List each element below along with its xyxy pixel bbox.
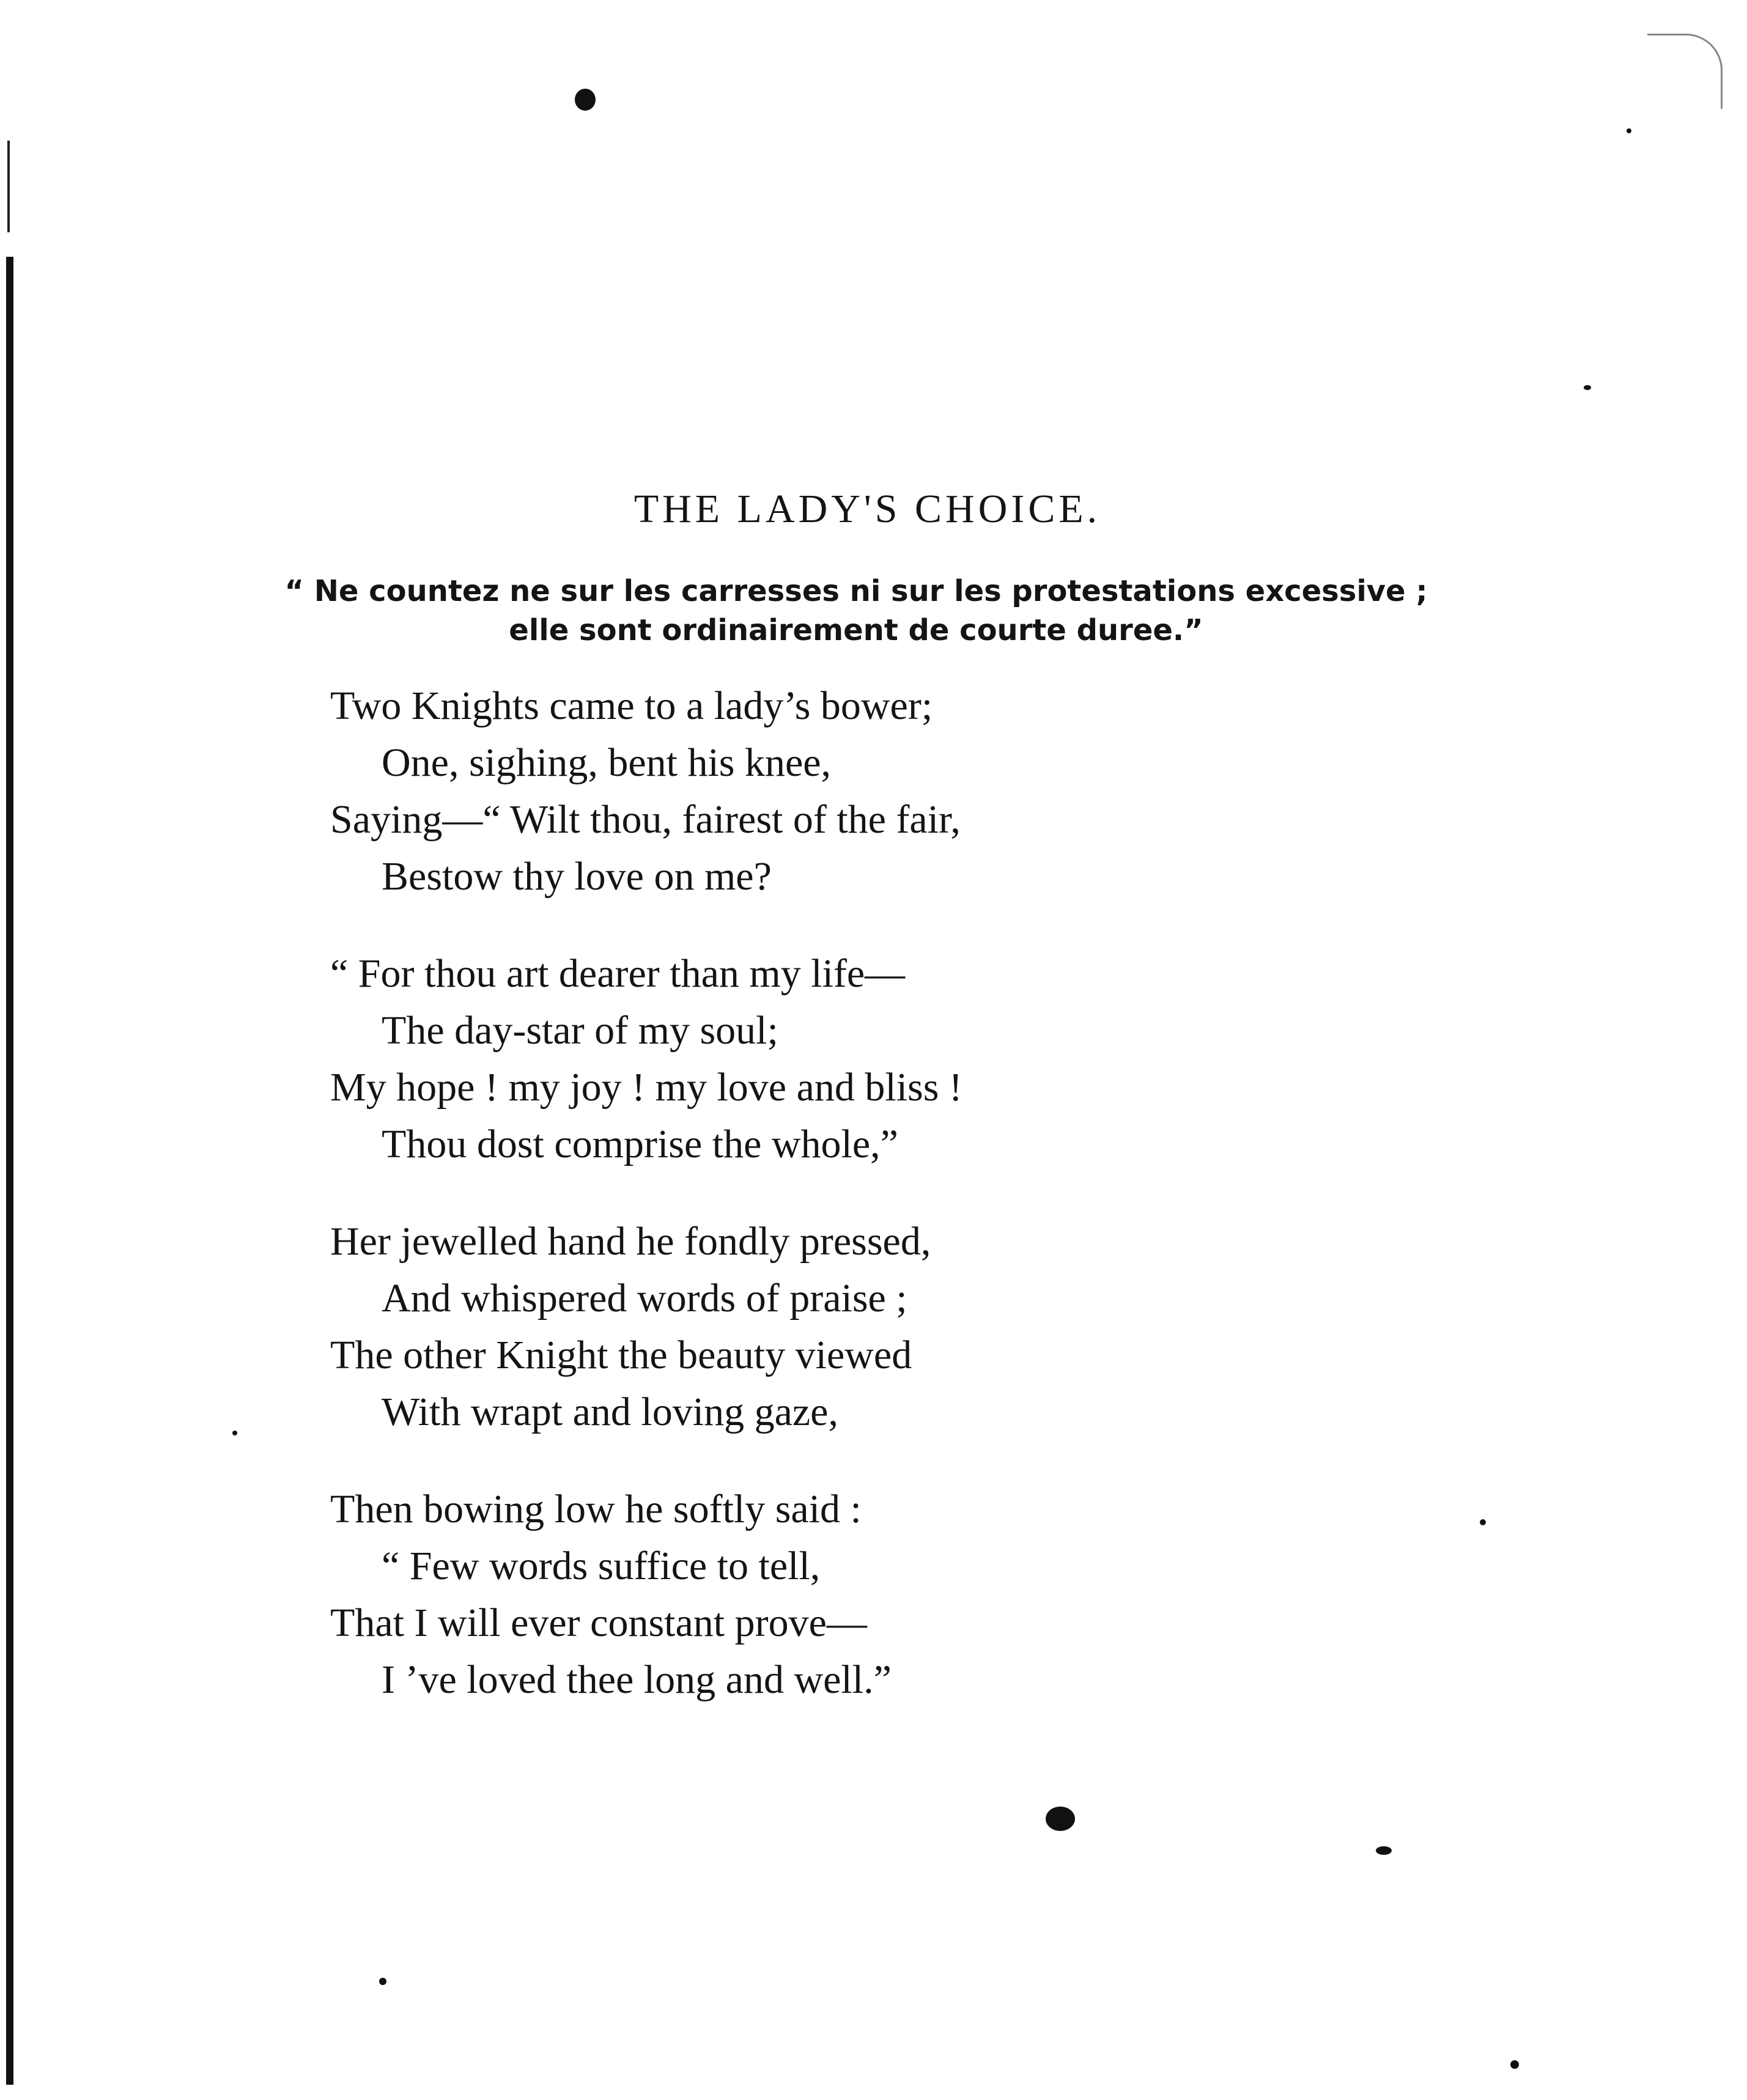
ink-spot [575,89,596,111]
poem-line: Thou dost comprise the whole,” [382,1122,898,1166]
stanza [330,1213,1431,1440]
poem-line: Saying—“ Wilt thou, fairest of the fair, [330,797,961,842]
poem-line: Then bowing low he softly said : [330,1487,862,1531]
stanza [330,945,1431,1173]
poem-body [330,677,1431,1748]
ink-spot [1627,128,1631,133]
poem-line: The day-star of my soul; [382,1008,778,1053]
poem-line: And whispered words of praise ; [382,1276,907,1321]
stanza [330,1481,1431,1708]
epigraph-line: elle sont ordinairement de courte duree.” [509,613,1203,647]
epigraph [183,572,1529,650]
poem-line: My hope ! my joy ! my love and bliss ! [330,1065,962,1110]
poem-line: One, sighing, bent his knee, [382,740,832,785]
poem-line: That I will ever constant prove— [330,1601,867,1645]
ink-spot [1480,1519,1486,1525]
ink-spot [232,1431,237,1435]
poem-line: The other Knight the beauty viewed [330,1333,912,1377]
ink-spot [1510,2060,1519,2069]
poem-line: “ For thou art dearer than my life— [330,951,906,996]
epigraph-line: “ Ne countez ne sur les carresses ni sur les protestations excessive ; [284,574,1428,608]
ink-spot [1376,1846,1392,1855]
page-corner [1647,34,1723,109]
poem-title: THE LADY'S CHOICE. [633,487,1101,531]
poem-line: Her jewelled hand he fondly pressed, [330,1219,931,1264]
poem-line: I ’ve loved thee long and well.” [382,1657,892,1702]
stanza [330,677,1431,905]
ink-spot [1584,385,1591,390]
poem-line: Bestow thy love on me? [382,854,772,899]
poem-line: With wrapt and loving gaze, [382,1390,838,1434]
ink-spot [379,1978,386,1985]
ink-spot [1046,1807,1075,1831]
poem-line: Two Knights came to a lady’s bower; [330,683,933,728]
poem-line: “ Few words suffice to tell, [382,1544,821,1588]
binding-edge-top [7,141,10,232]
